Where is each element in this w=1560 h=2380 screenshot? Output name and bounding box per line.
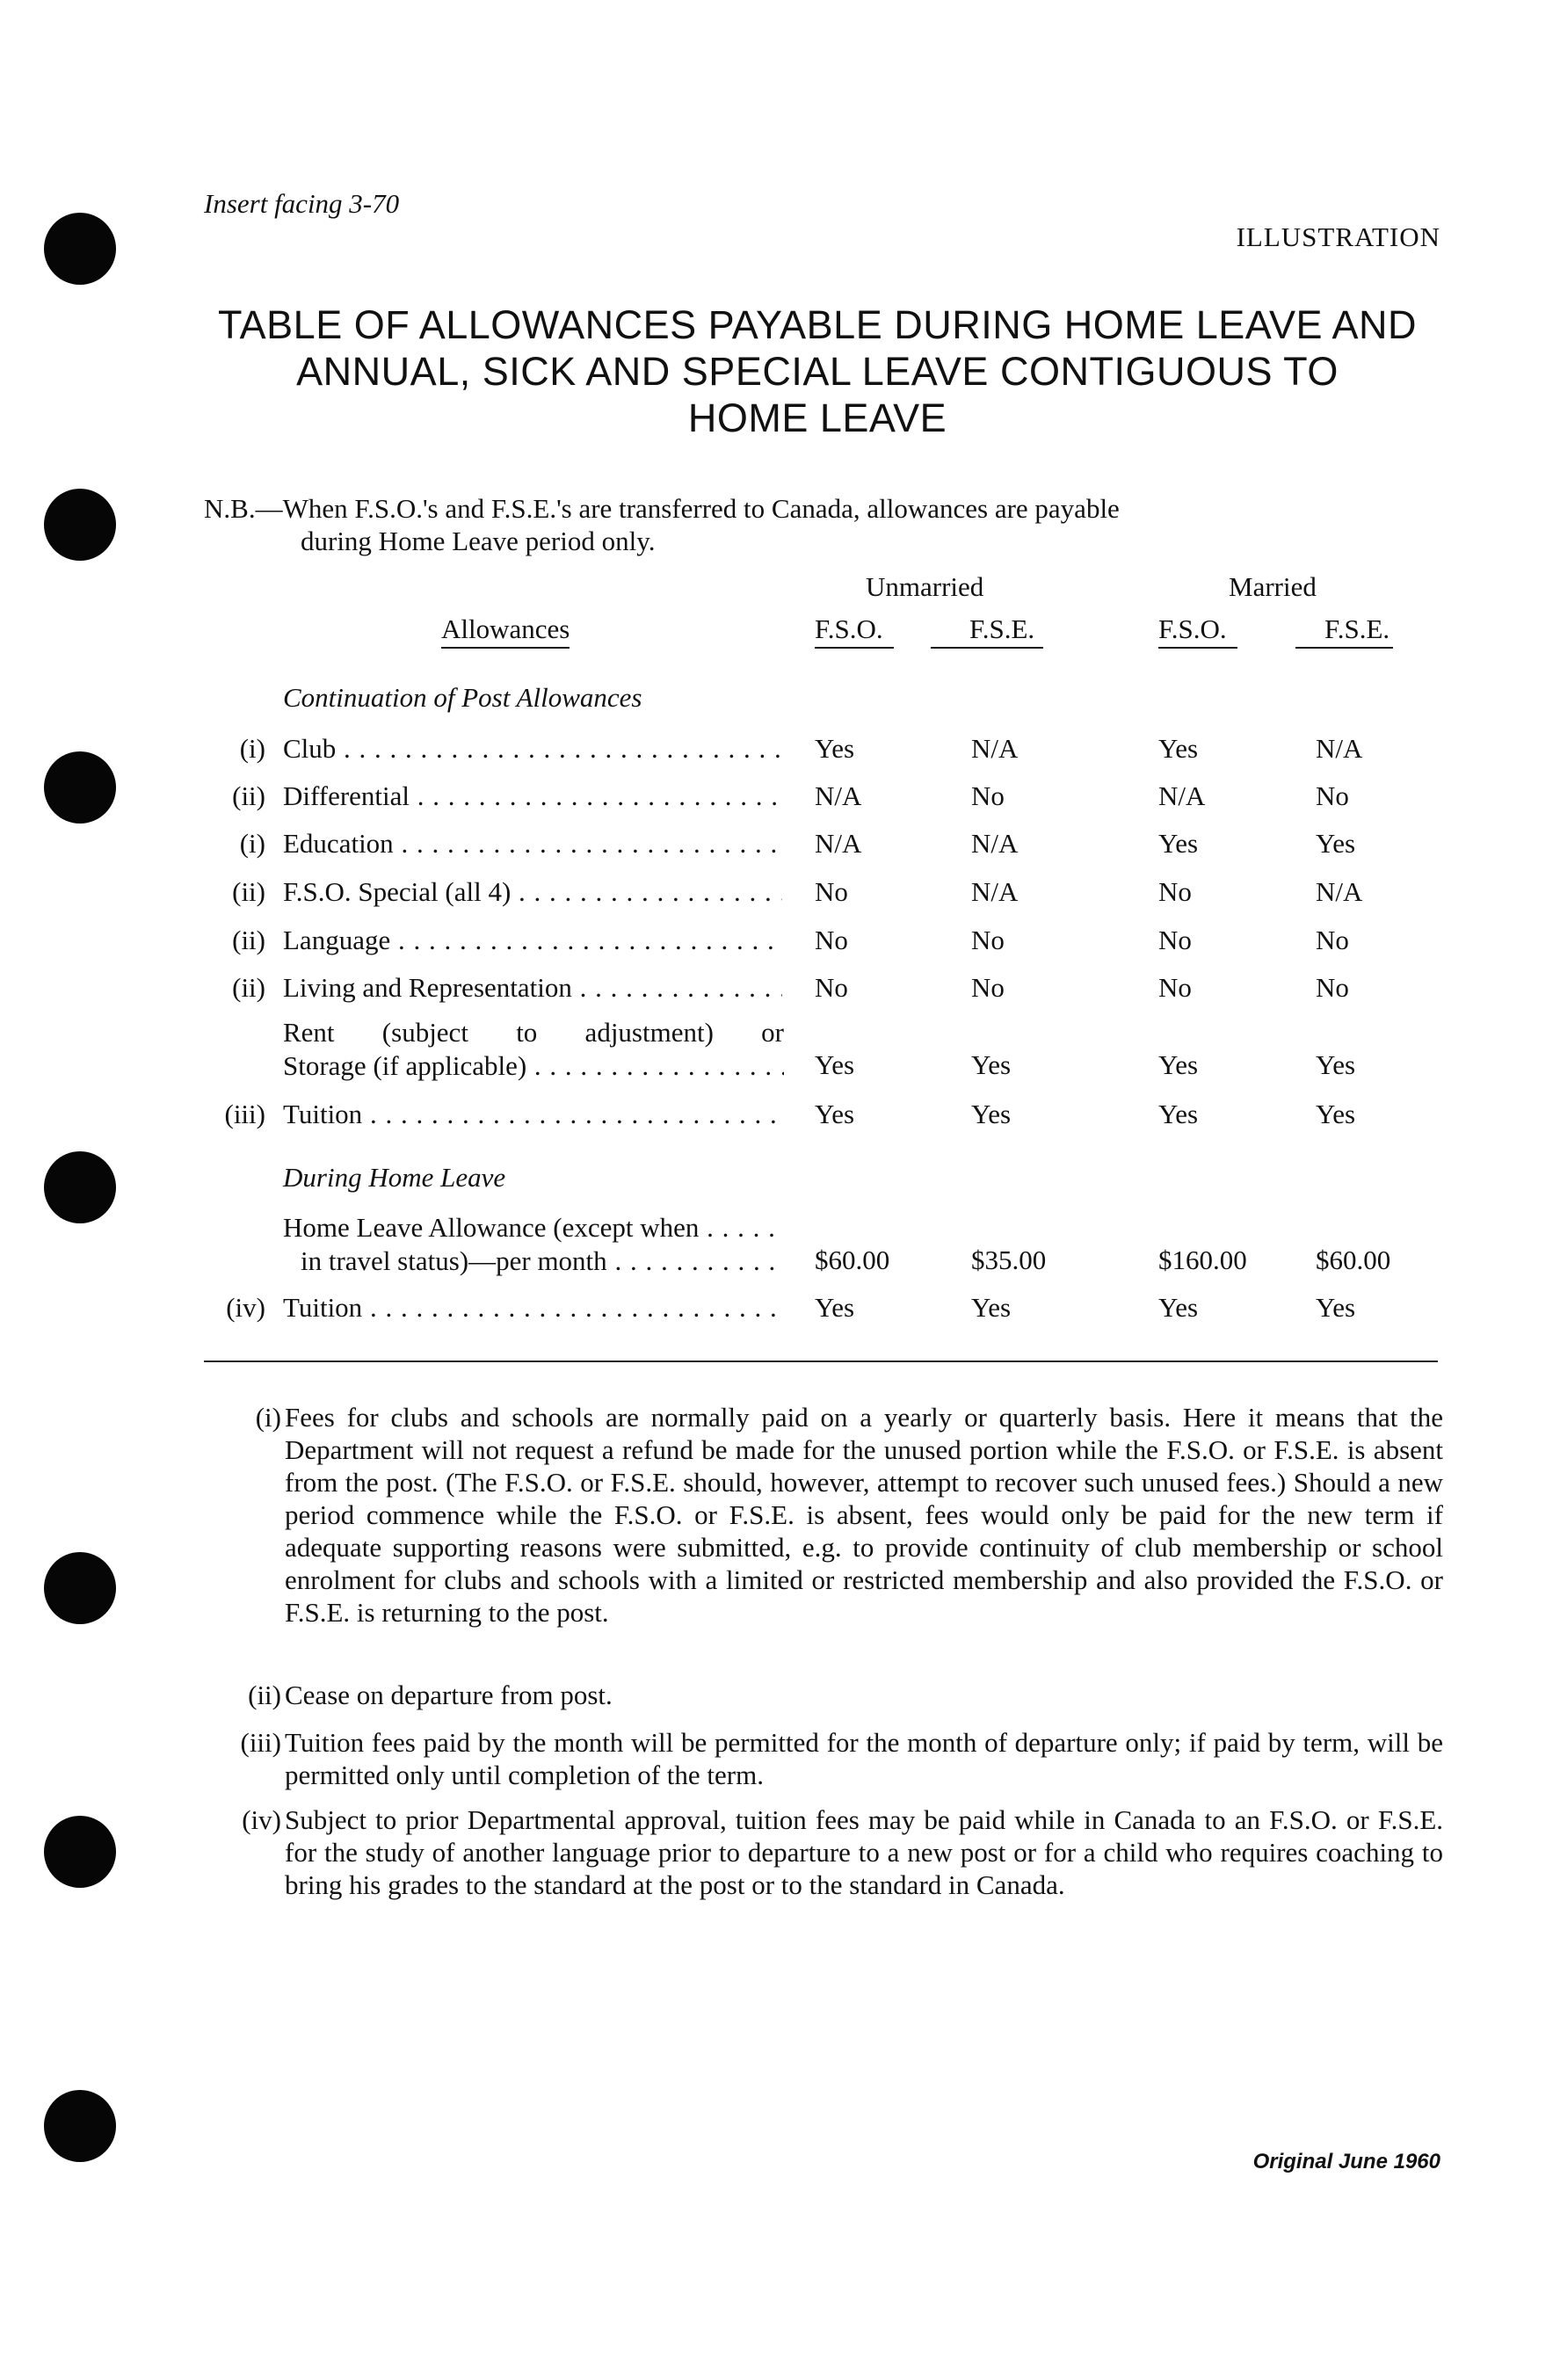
group-header-married: Married [1229, 571, 1317, 602]
cell-value: No [1316, 972, 1349, 1003]
title-line: TABLE OF ALLOWANCES PAYABLE DURING HOME LEAVE AND [217, 302, 1418, 347]
row-label: Differential . . . [283, 780, 782, 812]
cell-value: $60.00 [1316, 1244, 1391, 1275]
row-number: (ii) [232, 972, 265, 1003]
table-row [0, 733, 1560, 768]
row-number: (ii) [232, 876, 265, 907]
punch-hole [44, 2090, 116, 2162]
cell-value: N/A [971, 828, 1019, 859]
row-label-line: Home Leave Allowance (except when . . . [283, 1211, 784, 1244]
nb-line: N.B.—When F.S.O.'s and F.S.E.'s are transferred to Canada, allowances are payable [204, 493, 1120, 524]
footnote-number: (i) [255, 1402, 281, 1433]
row-number: (i) [239, 828, 265, 859]
footnote [204, 1401, 1443, 1629]
cell-value: $160.00 [1158, 1244, 1247, 1275]
cell-value: No [971, 925, 1005, 955]
row-label-line: Storage (if applicable) . . . [283, 1049, 784, 1083]
footnote [204, 1679, 1443, 1711]
cell-value: No [815, 925, 848, 955]
footnote-text: Cease on departure from post. [285, 1680, 613, 1710]
table-row [0, 972, 1560, 1007]
cell-value: No [1316, 925, 1349, 955]
row-label: Tuition . . . [283, 1292, 782, 1324]
cell-value: Yes [1316, 828, 1356, 859]
cell-value: $35.00 [971, 1244, 1047, 1275]
nb-line: during Home Leave period only. [301, 526, 656, 556]
table-divider [204, 1361, 1438, 1362]
row-label-line: in travel status)—per month . . . [283, 1244, 784, 1278]
cell-value: Yes [815, 1049, 855, 1080]
footnote-number: (iii) [240, 1727, 281, 1758]
footnote-number: (ii) [248, 1680, 281, 1710]
cell-value: Yes [971, 1099, 1012, 1129]
cell-value: No [815, 972, 848, 1003]
table-row [0, 1244, 1560, 1280]
cell-value: Yes [1158, 1099, 1199, 1129]
cell-value: N/A [1316, 876, 1363, 907]
cell-value: No [1158, 876, 1192, 907]
section-heading: Continuation of Post Allowances [283, 682, 642, 713]
column-header-fse-unmarried: F.S.E. [931, 613, 1043, 649]
column-header-fse-married: F.S.E. [1295, 613, 1393, 649]
cell-value: N/A [815, 780, 862, 811]
cell-value: Yes [971, 1049, 1012, 1080]
row-number: (ii) [232, 925, 265, 955]
cell-value: $60.00 [815, 1244, 890, 1275]
table-row [0, 828, 1560, 863]
table-row [0, 1099, 1560, 1134]
row-number: (ii) [232, 780, 265, 811]
column-header-fso-unmarried: F.S.O. [815, 613, 894, 649]
row-label: Living and Representation . . . [283, 972, 782, 1004]
footnote-number: (iv) [242, 1804, 281, 1835]
illustration-label: ILLUSTRATION [1236, 221, 1440, 252]
row-label-line: Rent (subject to adjustment) or [283, 1017, 784, 1048]
table-row [0, 1049, 1560, 1085]
punch-hole [44, 213, 116, 285]
table-row [0, 780, 1560, 816]
table-row [0, 876, 1560, 911]
cell-value: No [815, 876, 848, 907]
cell-value: N/A [971, 876, 1019, 907]
title-line: HOME LEAVE [687, 395, 947, 440]
footnote-text: Subject to prior Departmental approval, tuition fees may be paid while in Canada to an F.S.O. or F.S.E. for the study of another language prior to departure to a new post or for a child who requires coaching to bring his grades to the standard at the post or to the standard in Canada. [285, 1804, 1443, 1900]
cell-value: Yes [1158, 733, 1199, 764]
cell-value: Yes [1316, 1292, 1356, 1323]
cell-value: Yes [815, 1292, 855, 1323]
row-label: Tuition . . . [283, 1099, 782, 1130]
table-row [0, 925, 1560, 960]
nota-bene [204, 492, 1443, 557]
table-row [0, 1292, 1560, 1327]
cell-value: N/A [815, 828, 862, 859]
cell-value: N/A [1316, 733, 1363, 764]
punch-hole [44, 1552, 116, 1624]
row-number: (i) [239, 733, 265, 764]
cell-value: No [971, 780, 1005, 811]
row-label: Education . . . [283, 828, 782, 860]
title-line: ANNUAL, SICK AND SPECIAL LEAVE CONTIGUOUS TO [296, 349, 1339, 394]
cell-value: N/A [1158, 780, 1206, 811]
cell-value: Yes [971, 1292, 1012, 1323]
group-header-unmarried: Unmarried [866, 571, 984, 602]
cell-value: Yes [1158, 828, 1199, 859]
cell-value: N/A [971, 733, 1019, 764]
row-number: (iv) [226, 1292, 265, 1323]
cell-value: No [1158, 972, 1192, 1003]
insert-reference: Insert facing 3-70 [204, 188, 400, 219]
row-label: Language . . . [283, 925, 782, 956]
cell-value: Yes [1158, 1049, 1199, 1080]
column-header-fso-married: F.S.O. [1158, 613, 1237, 649]
punch-hole [44, 1151, 116, 1223]
section-heading: During Home Leave [283, 1162, 506, 1193]
original-date: Original June 1960 [1252, 2150, 1440, 2173]
footnote [204, 1726, 1443, 1791]
cell-value: Yes [1316, 1049, 1356, 1080]
punch-hole [44, 489, 116, 561]
cell-value: Yes [1158, 1292, 1199, 1323]
row-label: F.S.O. Special (all 4) . . . [283, 876, 782, 908]
footnote-text: Tuition fees paid by the month will be permitted for the month of departure only; if paid by term, will be permitted only until completion of the term. [285, 1727, 1443, 1790]
cell-value: Yes [815, 1099, 855, 1129]
cell-value: No [1316, 780, 1349, 811]
punch-hole [44, 1816, 116, 1888]
cell-value: No [1158, 925, 1192, 955]
column-header-allowances: Allowances [441, 613, 570, 649]
footnote-text: Fees for clubs and schools are normally paid on a yearly or quarterly basis. Here it means that the Department will not request a refund be made for the unused portion while the F.S.O. or F.S.E. is absent from the post. (The F.S.O. or F.S.E. should, however, attempt to recover such unused fees.) Should a new period commence while the F.S.O. or F.S.E. is absent, fees would only be paid for the new term if adequate supporting reasons were submitted, e.g. to provide continuity of club membership or school enrolment for clubs and schools with a limited or restricted membership and also provided the F.S.O. or F.S.E. is returning to the post. [285, 1402, 1443, 1628]
cell-value: Yes [1316, 1099, 1356, 1129]
cell-value: No [971, 972, 1005, 1003]
row-number: (iii) [224, 1099, 265, 1129]
footnote [204, 1803, 1443, 1901]
page-title [193, 301, 1441, 441]
row-label: Club . . . [283, 733, 782, 765]
cell-value: Yes [815, 733, 855, 764]
